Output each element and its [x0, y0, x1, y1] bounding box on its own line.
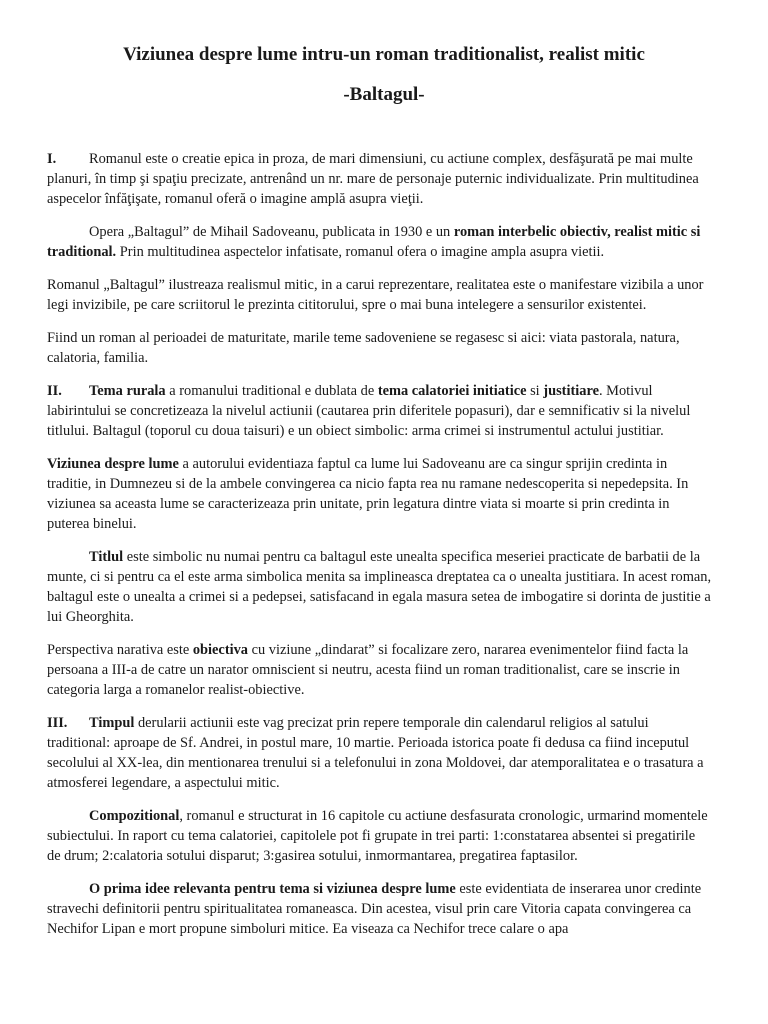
paragraph-7: Titlul este simbolic nu numai pentru ca baltagul este unealta specifica meseriei practicate de barbatii de la munte, ci si pentru ca el este arma simbolica menita sa implineasca dreptatea ca o unealta justitiara. In acest roman, baltagul este o unealta a crimei si a pedepsei, satisfacand in egala masura setea de imbogatire si dorinta de justitie a lui Gheorghita.	[47, 549, 712, 625]
paragraph-1: I. Romanul este o creatie epica in proza, de mari dimensiuni, cu actiune complex, desfăşurată pe mai multe planuri, în timp şi spaţiu precizate, antrenând un nr. mare de personaje puternic individualizate. Prin multitudinea aspecelor înfăţişate, romanul oferă o imagine amplă asupra vieţii.	[47, 151, 699, 207]
section-label-1: I.	[47, 151, 57, 167]
document-body	[47, 149, 712, 952]
paragraph-6: Viziunea despre lume a autorului evidentiaza faptul ca lume lui Sadoveanu are ca singur sprijin credinta in traditie, in Dumnezeu si de la ambele convingerea ca nicio fapta rea nu ramane nedescoperita si nepedepsita. In viziunea sa aceasta lume se caracterizeaza prin unitate, prin legatura dintre viata si moarte si prin credinta in puterea binelui.	[47, 456, 689, 532]
paragraph-11: O prima idee relevanta pentru tema si viziunea despre lume este evidentiata de inserarea unor credinte stravechi definitorii pentru spiritualitatea romaneasca. Din acestea, visul prin care Vitoria capata convingerea ca Nechifor Lipan e mort propune simboluri mitice. Ea viseaza ca Nechifor trece calare o apa	[47, 881, 702, 937]
paragraph-5: II. Tema rurala a romanului traditional e dublata de tema calatoriei initiatice si justitiare. Motivul labirintului se concretizeaza la nivelul actiunii (cautarea prin diferitele popasuri), dar e semnificativ si la nivelul titlului. Baltagul (toporul cu doua taisuri) e un obiect simbolic: arma crimei si instrumentul actului justitiar.	[47, 383, 691, 439]
paragraph-4: Fiind un roman al perioadei de maturitate, marile teme sadoveniene se regasesc si aici: viata pastorala, natura, calatoria, familia.	[47, 330, 680, 366]
document-subtitle: -Baltagul-	[343, 84, 425, 105]
paragraph-3: Romanul „Baltagul” ilustreaza realismul mitic, in a carui reprezentare, realitatea este o manifestare vizibila a unor legi invizibile, pe care scriitorul le prezinta cititorului, spre o mai buna intelegere a sensurilor existentei.	[47, 277, 704, 313]
paragraph-2: Opera „Baltagul” de Mihail Sadoveanu, publicata in 1930 e un roman interbelic obiectiv, realist mitic si traditional. Prin multitudinea aspectelor infatisate, romanul ofera o imagine ampla asupra vietii.	[47, 224, 701, 260]
paragraph-9: III. Timpul derularii actiunii este vag precizat prin repere temporale din calendarul religios al satului traditional: aproape de Sf. Andrei, in postul mare, 10 martie. Perioada istorica poate fi dedusa ca fiind inceputul secolului al XX-lea, din mentionarea trenului si a telefonului in zona Moldovei, dar atemporalitatea e o trasatura a atmosferei legendare, a aspectului mitic.	[47, 715, 704, 791]
section-label-2: II.	[47, 383, 62, 399]
paragraph-10: Compozitional, romanul e structurat in 16 capitole cu actiune desfasurata cronologic, urmarind momentele subiectului. In raport cu tema calatoriei, capitolele pot fi grupate in trei parti: 1:constatarea absentei si pregatirile de drum; 2:calatoria sotului disparut; 3:gasirea sotului, inmormantarea, pregatirea faptasilor.	[47, 808, 708, 864]
section-label-3: III.	[47, 715, 68, 731]
document-title: Viziunea despre lume intru-un roman traditionalist, realist mitic	[123, 44, 645, 65]
paragraph-8: Perspectiva narativa este obiectiva cu viziune „dindarat” si focalizare zero, nararea evenimentelor fiind facta la persoana a III-a de catre un narator omniscient si neutru, acesta fiind un roman traditionalist, care se inscrie in categoria larga a romanelor realist-obiective.	[47, 642, 689, 698]
